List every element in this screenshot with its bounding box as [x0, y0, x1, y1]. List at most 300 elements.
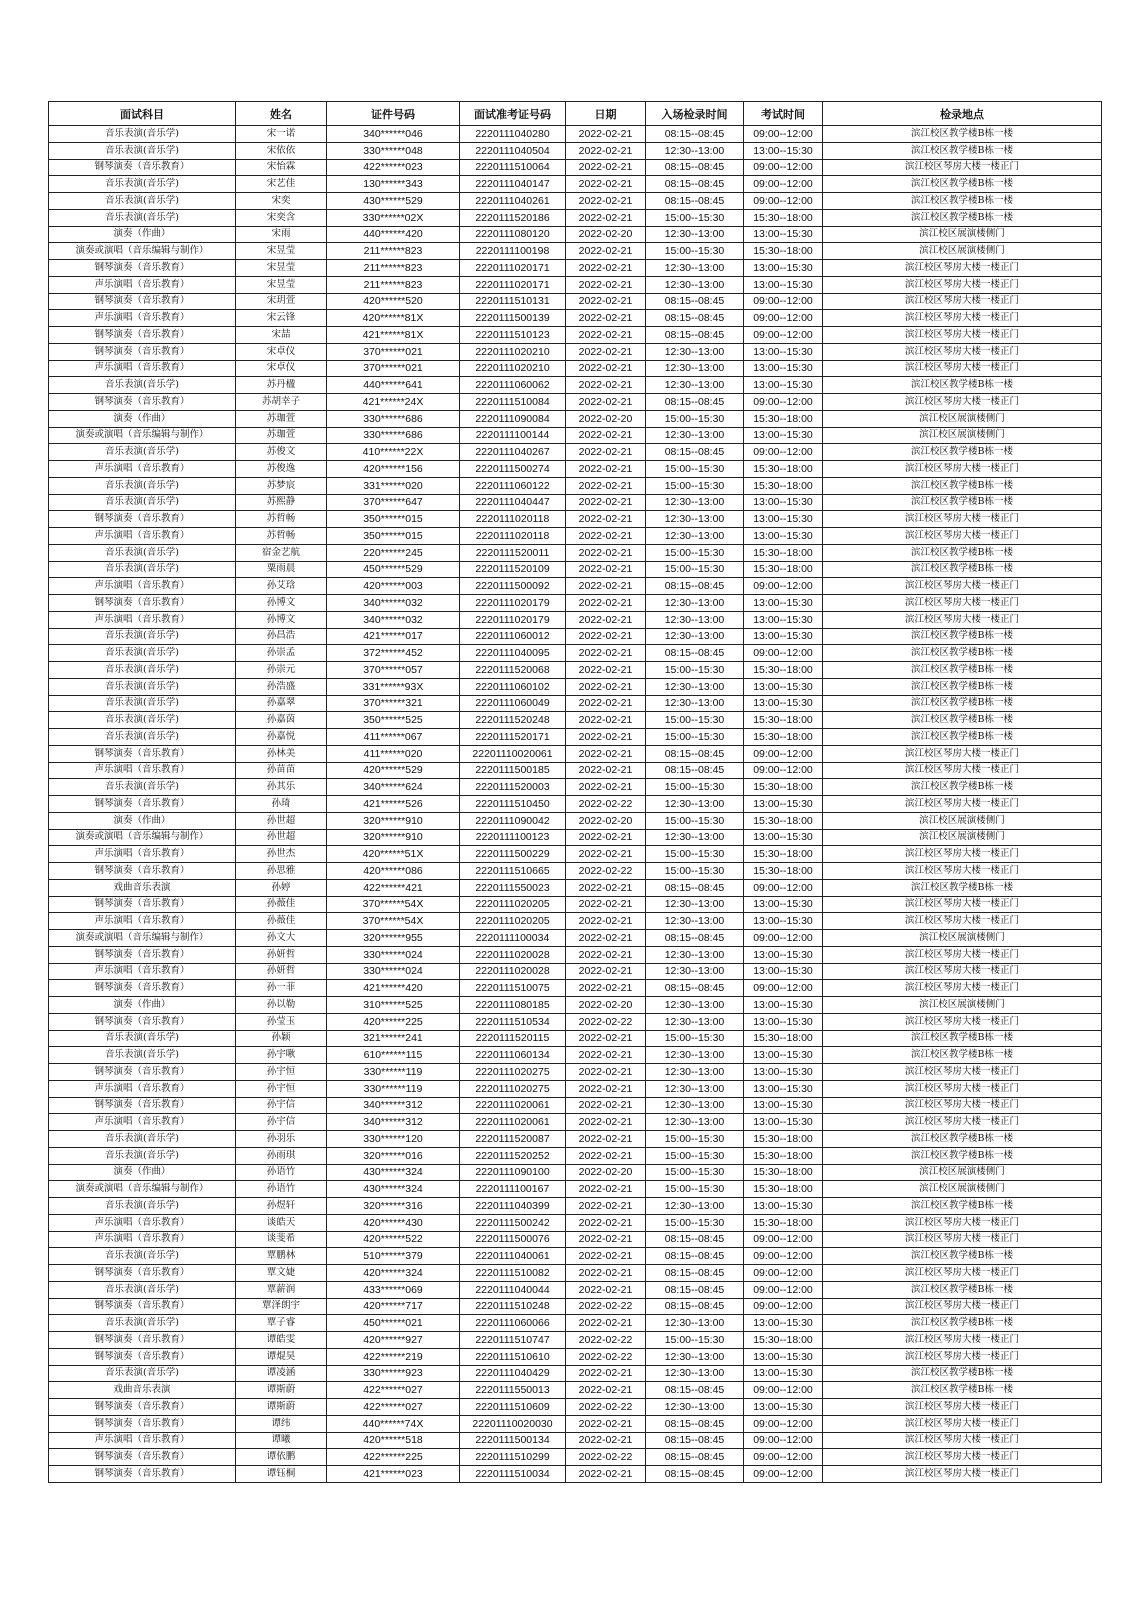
name-cell: 苏珈萱	[236, 410, 327, 427]
subject-cell: 钢琴演奏（音乐教育）	[49, 1449, 236, 1466]
subject-cell: 演奏（作曲）	[49, 812, 236, 829]
exam-time-cell: 13:00--15:30	[744, 997, 823, 1014]
subject-cell: 声乐演唱（音乐教育）	[49, 611, 236, 628]
location-cell: 滨江校区展演楼侧门	[823, 1181, 1102, 1198]
date-cell: 2022-02-21	[566, 879, 646, 896]
exam-time-cell: 13:00--15:30	[744, 511, 823, 528]
name-cell: 孙嘉茵	[236, 712, 327, 729]
date-cell: 2022-02-21	[566, 595, 646, 612]
admission-number-cell: 2220111090100	[460, 1164, 566, 1181]
exam-time-cell: 09:00--12:00	[744, 1432, 823, 1449]
table-row	[49, 243, 1102, 260]
header-exam-time: 考试时间	[744, 102, 823, 126]
id-number-cell: 450******021	[327, 1315, 460, 1332]
date-cell: 2022-02-21	[566, 1466, 646, 1483]
subject-cell: 音乐表演(音乐学)	[49, 1281, 236, 1298]
location-cell: 滨江校区教学楼B栋一楼	[823, 729, 1102, 746]
date-cell: 2022-02-21	[566, 1265, 646, 1282]
table-row	[49, 611, 1102, 628]
checkin-time-cell: 08:15--08:45	[646, 1248, 744, 1265]
date-cell: 2022-02-21	[566, 1231, 646, 1248]
checkin-time-cell: 12:30--13:00	[646, 896, 744, 913]
location-cell: 滨江校区教学楼B栋一楼	[823, 1315, 1102, 1332]
exam-time-cell: 09:00--12:00	[744, 1248, 823, 1265]
subject-cell: 音乐表演(音乐学)	[49, 142, 236, 159]
admission-number-cell: 2220111060062	[460, 377, 566, 394]
exam-time-cell: 09:00--12:00	[744, 1231, 823, 1248]
name-cell: 苏胡幸子	[236, 394, 327, 411]
admission-number-cell: 2220111040429	[460, 1365, 566, 1382]
checkin-time-cell: 12:30--13:00	[646, 360, 744, 377]
location-cell: 滨江校区琴房大楼一楼正门	[823, 1080, 1102, 1097]
exam-time-cell: 13:00--15:30	[744, 595, 823, 612]
id-number-cell: 421******81X	[327, 327, 460, 344]
id-number-cell: 450******529	[327, 561, 460, 578]
exam-time-cell: 09:00--12:00	[744, 1281, 823, 1298]
subject-cell: 声乐演唱（音乐教育）	[49, 461, 236, 478]
exam-time-cell: 13:00--15:30	[744, 1080, 823, 1097]
date-cell: 2022-02-21	[566, 1198, 646, 1215]
name-cell: 宋卓仪	[236, 343, 327, 360]
checkin-time-cell: 12:30--13:00	[646, 1198, 744, 1215]
subject-cell: 音乐表演(音乐学)	[49, 628, 236, 645]
subject-cell: 音乐表演(音乐学)	[49, 1147, 236, 1164]
location-cell: 滨江校区琴房大楼一楼正门	[823, 293, 1102, 310]
admission-number-cell: 2220111510299	[460, 1449, 566, 1466]
date-cell: 2022-02-21	[566, 511, 646, 528]
date-cell: 2022-02-20	[566, 812, 646, 829]
subject-cell: 声乐演唱（音乐教育）	[49, 846, 236, 863]
checkin-time-cell: 15:00--15:30	[646, 243, 744, 260]
date-cell: 2022-02-21	[566, 645, 646, 662]
table-row	[49, 980, 1102, 997]
checkin-time-cell: 12:30--13:00	[646, 678, 744, 695]
date-cell: 2022-02-21	[566, 1281, 646, 1298]
table-row	[49, 1231, 1102, 1248]
subject-cell: 音乐表演(音乐学)	[49, 561, 236, 578]
name-cell: 孙薇佳	[236, 896, 327, 913]
exam-time-cell: 15:30--18:00	[744, 410, 823, 427]
name-cell: 孙雨琪	[236, 1147, 327, 1164]
location-cell: 滨江校区琴房大楼一楼正门	[823, 1064, 1102, 1081]
subject-cell: 音乐表演(音乐学)	[49, 695, 236, 712]
admission-number-cell: 2220111510450	[460, 796, 566, 813]
table-row	[49, 1214, 1102, 1231]
checkin-time-cell: 08:15--08:45	[646, 745, 744, 762]
table-row	[49, 879, 1102, 896]
checkin-time-cell: 12:30--13:00	[646, 142, 744, 159]
admission-number-cell: 2220111100123	[460, 829, 566, 846]
admission-number-cell: 2220111510610	[460, 1348, 566, 1365]
location-cell: 滨江校区琴房大楼一楼正门	[823, 1399, 1102, 1416]
subject-cell: 演奏或演唱（音乐编辑与制作）	[49, 1181, 236, 1198]
exam-time-cell: 09:00--12:00	[744, 1382, 823, 1399]
subject-cell: 钢琴演奏（音乐教育）	[49, 1399, 236, 1416]
admission-number-cell: 2220111510064	[460, 159, 566, 176]
id-number-cell: 330******119	[327, 1080, 460, 1097]
id-number-cell: 422******023	[327, 159, 460, 176]
exam-time-cell: 13:00--15:30	[744, 1013, 823, 1030]
exam-time-cell: 09:00--12:00	[744, 193, 823, 210]
id-number-cell: 370******647	[327, 494, 460, 511]
exam-time-cell: 15:30--18:00	[744, 1164, 823, 1181]
date-cell: 2022-02-22	[566, 796, 646, 813]
id-number-cell: 370******54X	[327, 896, 460, 913]
admission-number-cell: 2220111510084	[460, 394, 566, 411]
table-row	[49, 427, 1102, 444]
admission-number-cell: 2220111510609	[460, 1399, 566, 1416]
subject-cell: 声乐演唱（音乐教育）	[49, 578, 236, 595]
id-number-cell: 420******324	[327, 1265, 460, 1282]
location-cell: 滨江校区教学楼B栋一楼	[823, 779, 1102, 796]
location-cell: 滨江校区教学楼B栋一楼	[823, 209, 1102, 226]
location-cell: 滨江校区琴房大楼一楼正门	[823, 796, 1102, 813]
admission-number-cell: 2220111040044	[460, 1281, 566, 1298]
subject-cell: 钢琴演奏（音乐教育）	[49, 1466, 236, 1483]
exam-time-cell: 13:00--15:30	[744, 913, 823, 930]
name-cell: 宋依依	[236, 142, 327, 159]
date-cell: 2022-02-21	[566, 142, 646, 159]
exam-time-cell: 09:00--12:00	[744, 578, 823, 595]
exam-time-cell: 09:00--12:00	[744, 980, 823, 997]
location-cell: 滨江校区琴房大楼一楼正门	[823, 394, 1102, 411]
admission-number-cell: 2220111040447	[460, 494, 566, 511]
table-row	[49, 176, 1102, 193]
table-row	[49, 1064, 1102, 1081]
location-cell: 滨江校区琴房大楼一楼正门	[823, 846, 1102, 863]
id-number-cell: 330******686	[327, 410, 460, 427]
table-row	[49, 159, 1102, 176]
subject-cell: 钢琴演奏（音乐教育）	[49, 980, 236, 997]
checkin-time-cell: 15:00--15:30	[646, 561, 744, 578]
subject-cell: 声乐演唱（音乐教育）	[49, 1231, 236, 1248]
date-cell: 2022-02-21	[566, 1181, 646, 1198]
exam-time-cell: 13:00--15:30	[744, 1114, 823, 1131]
admission-number-cell: 2220111100144	[460, 427, 566, 444]
date-cell: 2022-02-21	[566, 1080, 646, 1097]
subject-cell: 音乐表演(音乐学)	[49, 193, 236, 210]
subject-cell: 钢琴演奏（音乐教育）	[49, 394, 236, 411]
checkin-time-cell: 12:30--13:00	[646, 829, 744, 846]
admission-number-cell: 2220111020210	[460, 343, 566, 360]
id-number-cell: 370******321	[327, 695, 460, 712]
checkin-time-cell: 08:15--08:45	[646, 1298, 744, 1315]
checkin-time-cell: 08:15--08:45	[646, 930, 744, 947]
name-cell: 孙思雅	[236, 863, 327, 880]
checkin-time-cell: 12:30--13:00	[646, 1013, 744, 1030]
checkin-time-cell: 15:00--15:30	[646, 712, 744, 729]
admission-number-cell: 2220111500076	[460, 1231, 566, 1248]
name-cell: 谭纬	[236, 1415, 327, 1432]
checkin-time-cell: 12:30--13:00	[646, 276, 744, 293]
admission-number-cell: 2220111040504	[460, 142, 566, 159]
id-number-cell: 320******955	[327, 930, 460, 947]
date-cell: 2022-02-21	[566, 1147, 646, 1164]
name-cell: 孙莹玉	[236, 1013, 327, 1030]
table-row	[49, 1281, 1102, 1298]
table-row	[49, 1181, 1102, 1198]
id-number-cell: 420******51X	[327, 846, 460, 863]
checkin-time-cell: 12:30--13:00	[646, 1315, 744, 1332]
name-cell: 孙薇佳	[236, 913, 327, 930]
location-cell: 滨江校区教学楼B栋一楼	[823, 645, 1102, 662]
exam-time-cell: 13:00--15:30	[744, 1198, 823, 1215]
table-row	[49, 1332, 1102, 1349]
table-row	[49, 930, 1102, 947]
name-cell: 谭凌涵	[236, 1365, 327, 1382]
table-row	[49, 193, 1102, 210]
name-cell: 孙婷	[236, 879, 327, 896]
location-cell: 滨江校区展演楼侧门	[823, 427, 1102, 444]
subject-cell: 声乐演唱（音乐教育）	[49, 1214, 236, 1231]
id-number-cell: 420******81X	[327, 310, 460, 327]
id-number-cell: 331******020	[327, 477, 460, 494]
checkin-time-cell: 12:30--13:00	[646, 1399, 744, 1416]
subject-cell: 钢琴演奏（音乐教育）	[49, 293, 236, 310]
id-number-cell: 350******015	[327, 528, 460, 545]
location-cell: 滨江校区琴房大楼一楼正门	[823, 1466, 1102, 1483]
checkin-time-cell: 08:15--08:45	[646, 1265, 744, 1282]
date-cell: 2022-02-20	[566, 1164, 646, 1181]
admission-number-cell: 2220111500134	[460, 1432, 566, 1449]
table-row	[49, 209, 1102, 226]
table-row	[49, 863, 1102, 880]
exam-time-cell: 13:00--15:30	[744, 611, 823, 628]
exam-time-cell: 15:30--18:00	[744, 461, 823, 478]
name-cell: 孙妍哲	[236, 946, 327, 963]
admission-number-cell: 2220111020210	[460, 360, 566, 377]
exam-time-cell: 15:30--18:00	[744, 477, 823, 494]
subject-cell: 钢琴演奏（音乐教育）	[49, 260, 236, 277]
id-number-cell: 422******421	[327, 879, 460, 896]
id-number-cell: 420******086	[327, 863, 460, 880]
name-cell: 孙妍哲	[236, 963, 327, 980]
id-number-cell: 421******017	[327, 628, 460, 645]
name-cell: 覃泽朗宇	[236, 1298, 327, 1315]
name-cell: 谭依鹏	[236, 1449, 327, 1466]
date-cell: 2022-02-21	[566, 662, 646, 679]
name-cell: 孙宇恒	[236, 1064, 327, 1081]
admission-number-cell: 2220111520068	[460, 662, 566, 679]
exam-time-cell: 15:30--18:00	[744, 712, 823, 729]
table-row	[49, 343, 1102, 360]
table-row	[49, 1348, 1102, 1365]
exam-time-cell: 13:00--15:30	[744, 377, 823, 394]
id-number-cell: 433******069	[327, 1281, 460, 1298]
checkin-time-cell: 12:30--13:00	[646, 1365, 744, 1382]
table-row	[49, 1315, 1102, 1332]
exam-time-cell: 09:00--12:00	[744, 444, 823, 461]
date-cell: 2022-02-21	[566, 126, 646, 143]
date-cell: 2022-02-21	[566, 980, 646, 997]
name-cell: 覃薪润	[236, 1281, 327, 1298]
date-cell: 2022-02-21	[566, 1097, 646, 1114]
name-cell: 宋玥萱	[236, 293, 327, 310]
exam-time-cell: 13:00--15:30	[744, 695, 823, 712]
exam-time-cell: 13:00--15:30	[744, 678, 823, 695]
admission-number-cell: 22201110020030	[460, 1415, 566, 1432]
table-row	[49, 1265, 1102, 1282]
subject-cell: 钢琴演奏（音乐教育）	[49, 511, 236, 528]
id-number-cell: 440******420	[327, 226, 460, 243]
date-cell: 2022-02-21	[566, 293, 646, 310]
admission-number-cell: 2220111090042	[460, 812, 566, 829]
subject-cell: 钢琴演奏（音乐教育）	[49, 1097, 236, 1114]
admission-number-cell: 2220111040280	[460, 126, 566, 143]
location-cell: 滨江校区教学楼B栋一楼	[823, 879, 1102, 896]
admission-number-cell: 2220111080185	[460, 997, 566, 1014]
date-cell: 2022-02-22	[566, 863, 646, 880]
table-row	[49, 1097, 1102, 1114]
table-row	[49, 829, 1102, 846]
date-cell: 2022-02-21	[566, 846, 646, 863]
admission-number-cell: 2220111520087	[460, 1131, 566, 1148]
exam-time-cell: 15:30--18:00	[744, 561, 823, 578]
location-cell: 滨江校区教学楼B栋一楼	[823, 1147, 1102, 1164]
exam-time-cell: 15:30--18:00	[744, 544, 823, 561]
table-row	[49, 1382, 1102, 1399]
subject-cell: 演奏或演唱（音乐编辑与制作）	[49, 930, 236, 947]
name-cell: 孙世超	[236, 829, 327, 846]
date-cell: 2022-02-21	[566, 276, 646, 293]
subject-cell: 音乐表演(音乐学)	[49, 662, 236, 679]
exam-time-cell: 15:30--18:00	[744, 1131, 823, 1148]
exam-time-cell: 15:30--18:00	[744, 662, 823, 679]
name-cell: 粟雨晨	[236, 561, 327, 578]
location-cell: 滨江校区琴房大楼一楼正门	[823, 1449, 1102, 1466]
id-number-cell: 330******024	[327, 963, 460, 980]
checkin-time-cell: 08:15--08:45	[646, 1382, 744, 1399]
table-row	[49, 1047, 1102, 1064]
exam-time-cell: 15:30--18:00	[744, 1214, 823, 1231]
exam-time-cell: 09:00--12:00	[744, 879, 823, 896]
checkin-time-cell: 15:00--15:30	[646, 1181, 744, 1198]
checkin-time-cell: 12:30--13:00	[646, 611, 744, 628]
date-cell: 2022-02-21	[566, 343, 646, 360]
subject-cell: 戏曲音乐表演	[49, 879, 236, 896]
exam-time-cell: 09:00--12:00	[744, 1415, 823, 1432]
table-row	[49, 1147, 1102, 1164]
id-number-cell: 440******74X	[327, 1415, 460, 1432]
subject-cell: 音乐表演(音乐学)	[49, 729, 236, 746]
name-cell: 孙世杰	[236, 846, 327, 863]
checkin-time-cell: 15:00--15:30	[646, 461, 744, 478]
subject-cell: 声乐演唱（音乐教育）	[49, 1080, 236, 1097]
exam-time-cell: 13:00--15:30	[744, 494, 823, 511]
checkin-time-cell: 15:00--15:30	[646, 477, 744, 494]
exam-time-cell: 09:00--12:00	[744, 1265, 823, 1282]
admission-number-cell: 2220111020028	[460, 963, 566, 980]
admission-number-cell: 2220111020061	[460, 1097, 566, 1114]
name-cell: 覃文婕	[236, 1265, 327, 1282]
table-row	[49, 896, 1102, 913]
name-cell: 孙以勒	[236, 997, 327, 1014]
exam-time-cell: 13:00--15:30	[744, 427, 823, 444]
exam-time-cell: 09:00--12:00	[744, 310, 823, 327]
subject-cell: 钢琴演奏（音乐教育）	[49, 896, 236, 913]
location-cell: 滨江校区教学楼B栋一楼	[823, 176, 1102, 193]
checkin-time-cell: 12:30--13:00	[646, 1114, 744, 1131]
date-cell: 2022-02-21	[566, 1365, 646, 1382]
id-number-cell: 330******686	[327, 427, 460, 444]
location-cell: 滨江校区琴房大楼一楼正门	[823, 1013, 1102, 1030]
checkin-time-cell: 12:30--13:00	[646, 595, 744, 612]
exam-time-cell: 13:00--15:30	[744, 1365, 823, 1382]
subject-cell: 音乐表演(音乐学)	[49, 494, 236, 511]
checkin-time-cell: 12:30--13:00	[646, 1064, 744, 1081]
admission-number-cell: 2220111060102	[460, 678, 566, 695]
name-cell: 宋昱莹	[236, 243, 327, 260]
date-cell: 2022-02-21	[566, 377, 646, 394]
exam-time-cell: 13:00--15:30	[744, 360, 823, 377]
location-cell: 滨江校区教学楼B栋一楼	[823, 1382, 1102, 1399]
table-row	[49, 846, 1102, 863]
checkin-time-cell: 15:00--15:30	[646, 1147, 744, 1164]
location-cell: 滨江校区教学楼B栋一楼	[823, 193, 1102, 210]
exam-time-cell: 13:00--15:30	[744, 796, 823, 813]
table-row	[49, 1432, 1102, 1449]
id-number-cell: 422******225	[327, 1449, 460, 1466]
id-number-cell: 420******529	[327, 762, 460, 779]
location-cell: 滨江校区琴房大楼一楼正门	[823, 159, 1102, 176]
table-row	[49, 1030, 1102, 1047]
date-cell: 2022-02-21	[566, 913, 646, 930]
location-cell: 滨江校区展演楼侧门	[823, 1164, 1102, 1181]
subject-cell: 钢琴演奏（音乐教育）	[49, 796, 236, 813]
subject-cell: 音乐表演(音乐学)	[49, 209, 236, 226]
subject-cell: 钢琴演奏（音乐教育）	[49, 863, 236, 880]
admission-number-cell: 2220111100198	[460, 243, 566, 260]
checkin-time-cell: 08:15--08:45	[646, 1449, 744, 1466]
name-cell: 宋喆	[236, 327, 327, 344]
date-cell: 2022-02-21	[566, 745, 646, 762]
subject-cell: 演奏或演唱（音乐编辑与制作）	[49, 243, 236, 260]
location-cell: 滨江校区琴房大楼一楼正门	[823, 1332, 1102, 1349]
id-number-cell: 510******379	[327, 1248, 460, 1265]
date-cell: 2022-02-21	[566, 310, 646, 327]
exam-time-cell: 09:00--12:00	[744, 327, 823, 344]
name-cell: 谭钰桐	[236, 1466, 327, 1483]
id-number-cell: 330******048	[327, 142, 460, 159]
admission-number-cell: 2220111520115	[460, 1030, 566, 1047]
location-cell: 滨江校区琴房大楼一楼正门	[823, 1231, 1102, 1248]
subject-cell: 音乐表演(音乐学)	[49, 712, 236, 729]
admission-number-cell: 2220111520248	[460, 712, 566, 729]
name-cell: 苏熙静	[236, 494, 327, 511]
subject-cell: 声乐演唱（音乐教育）	[49, 1114, 236, 1131]
date-cell: 2022-02-21	[566, 1131, 646, 1148]
date-cell: 2022-02-21	[566, 695, 646, 712]
name-cell: 孙其乐	[236, 779, 327, 796]
name-cell: 覃鹏林	[236, 1248, 327, 1265]
table-row	[49, 729, 1102, 746]
id-number-cell: 420******225	[327, 1013, 460, 1030]
id-number-cell: 370******057	[327, 662, 460, 679]
name-cell: 苏俊文	[236, 444, 327, 461]
table-row	[49, 1466, 1102, 1483]
name-cell: 孙宇恒	[236, 1080, 327, 1097]
table-row	[49, 142, 1102, 159]
id-number-cell: 421******023	[327, 1466, 460, 1483]
table-row	[49, 477, 1102, 494]
checkin-time-cell: 12:30--13:00	[646, 1047, 744, 1064]
admission-number-cell: 2220111510665	[460, 863, 566, 880]
date-cell: 2022-02-21	[566, 946, 646, 963]
checkin-time-cell: 12:30--13:00	[646, 628, 744, 645]
name-cell: 苏俊逸	[236, 461, 327, 478]
name-cell: 谭焜昊	[236, 1348, 327, 1365]
admission-number-cell: 2220111500229	[460, 846, 566, 863]
